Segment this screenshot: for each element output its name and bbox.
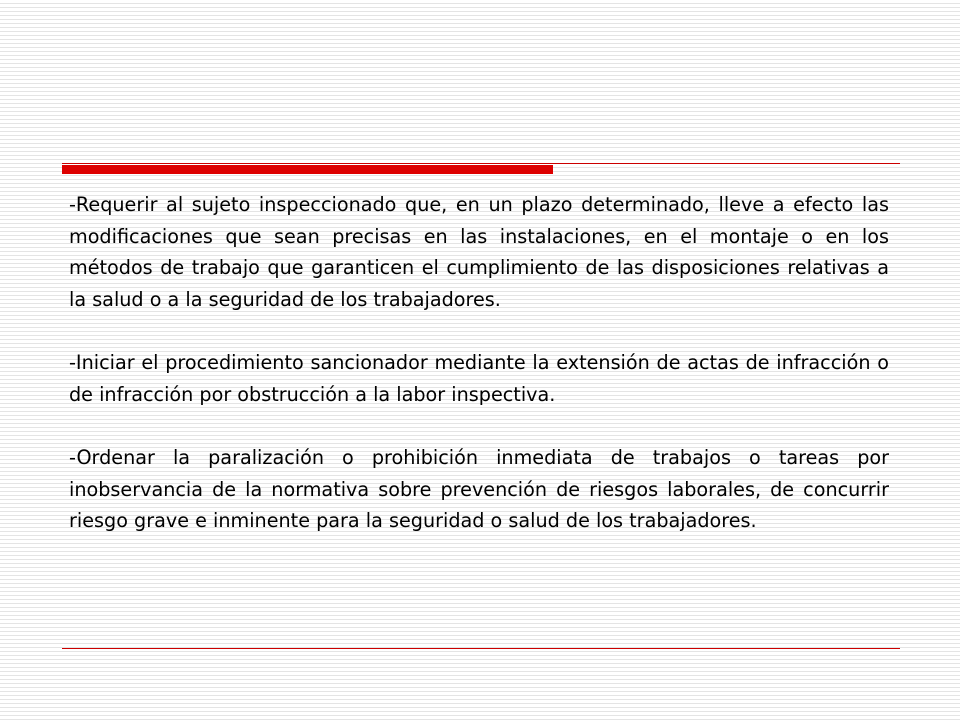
slide-body bbox=[69, 189, 889, 569]
paragraph-ordenar: -Ordenar la paralización o prohibición inmediata de trabajos o tareas por inobservancia de la normativa sobre prevención de riesgos laborales, de concurrir riesgo grave e inminente para la seguridad o salud de los trabajadores. bbox=[69, 446, 889, 532]
bottom-divider bbox=[62, 648, 900, 649]
paragraph-requerir: -Requerir al sujeto inspeccionado que, en un plazo determinado, lleve a efecto las modificaciones que sean precisas en las instalaciones, en el montaje o en los métodos de trabajo que garanticen el cumplimiento de las disposiciones relativas a la salud o a la seguridad de los trabajadores. bbox=[69, 193, 889, 311]
top-divider-thin bbox=[62, 163, 900, 164]
paragraph-iniciar: -Iniciar el procedimiento sancionador mediante la extensión de actas de infracción o de infracción por obstrucción a la labor inspectiva. bbox=[69, 351, 889, 406]
top-divider-thick bbox=[62, 165, 553, 174]
